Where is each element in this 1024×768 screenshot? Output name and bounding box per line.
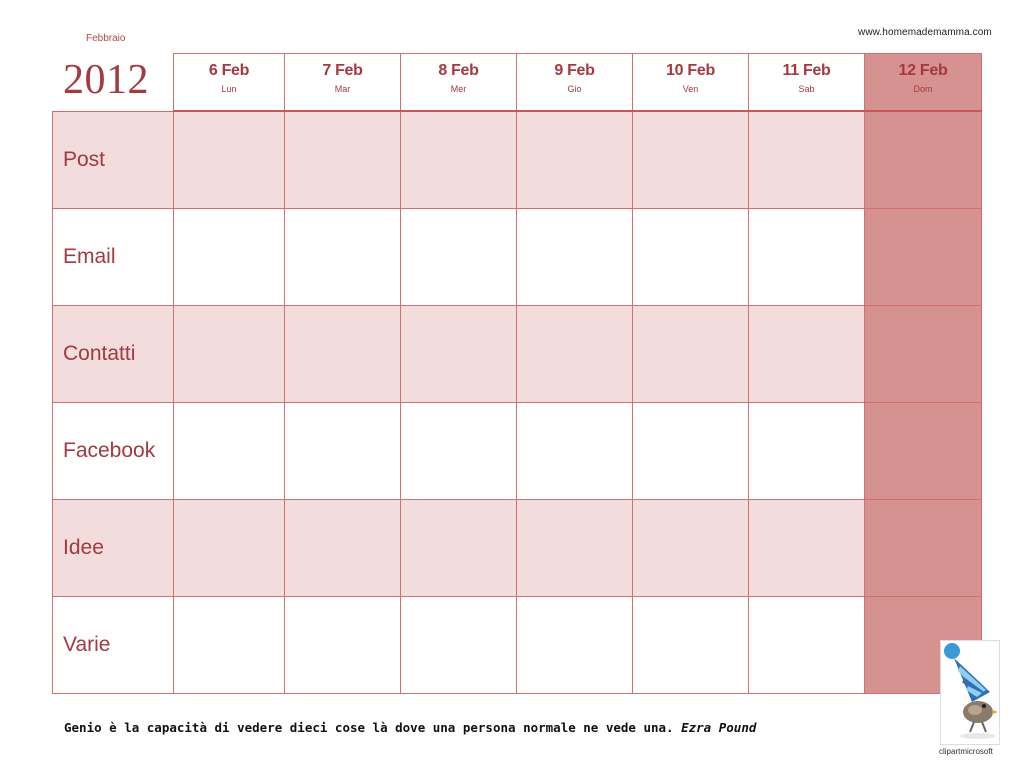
planner-row-email	[53, 209, 982, 306]
planner-row-idee	[53, 500, 982, 597]
month-label: Febbraio	[86, 33, 126, 44]
day-date: 6 Feb	[208, 62, 250, 79]
day-header-wed	[401, 54, 517, 112]
planner-cell[interactable]	[517, 209, 633, 306]
planner-cell[interactable]	[517, 597, 633, 694]
corner-cell	[53, 54, 174, 112]
day-name: Lun	[221, 84, 237, 94]
planner-cell[interactable]	[749, 306, 865, 403]
planner-cell[interactable]	[285, 306, 401, 403]
planner-cell[interactable]	[174, 500, 285, 597]
planner-cell-sunday[interactable]	[865, 500, 982, 597]
planner-cell[interactable]	[749, 403, 865, 500]
planner-cell[interactable]	[633, 306, 749, 403]
planner-cell[interactable]	[517, 403, 633, 500]
planner-cell[interactable]	[285, 500, 401, 597]
planner-cell[interactable]	[285, 111, 401, 209]
planner-row-varie	[53, 597, 982, 694]
planner-cell[interactable]	[633, 111, 749, 209]
day-header-sat	[749, 54, 865, 112]
planner-cell[interactable]	[285, 209, 401, 306]
day-name: Dom	[913, 84, 933, 94]
website-url: www.homemademamma.com	[858, 27, 992, 38]
quote-text: Genio è la capacità di vedere dieci cose là dove una persona normale ne vede una.	[64, 720, 674, 735]
planner-row-facebook	[53, 403, 982, 500]
planner-cell[interactable]	[749, 500, 865, 597]
row-label-post: Post	[53, 111, 174, 209]
planner-cell[interactable]	[174, 111, 285, 209]
day-date: 8 Feb	[438, 62, 479, 79]
planner-row-post	[53, 111, 982, 209]
planner-cell[interactable]	[401, 500, 517, 597]
day-date: 9 Feb	[554, 62, 595, 79]
day-header-sun	[865, 54, 982, 112]
planner-cell[interactable]	[401, 111, 517, 209]
year-label: 2012	[63, 57, 149, 103]
day-date: 11 Feb	[782, 62, 831, 79]
weekly-planner-grid	[52, 53, 982, 694]
planner-cell[interactable]	[401, 403, 517, 500]
planner-cell[interactable]	[633, 403, 749, 500]
planner-cell[interactable]	[401, 597, 517, 694]
planner-cell[interactable]	[517, 111, 633, 209]
planner-cell[interactable]	[174, 306, 285, 403]
planner-cell-sunday[interactable]	[865, 111, 982, 209]
planner-row-contatti	[53, 306, 982, 403]
planner-cell-sunday[interactable]	[865, 306, 982, 403]
planner-cell[interactable]	[401, 306, 517, 403]
planner-cell[interactable]	[749, 111, 865, 209]
planner-cell[interactable]	[633, 500, 749, 597]
day-name: Sab	[798, 84, 815, 94]
row-label-varie: Varie	[53, 597, 174, 694]
planner-cell-sunday[interactable]	[865, 209, 982, 306]
day-name: Mer	[450, 84, 467, 94]
day-date: 7 Feb	[322, 62, 363, 79]
day-header-thu	[517, 54, 633, 112]
day-date: 10 Feb	[666, 62, 715, 79]
planner-cell[interactable]	[401, 209, 517, 306]
day-name: Gio	[567, 84, 582, 94]
planner-cell[interactable]	[517, 500, 633, 597]
planner-cell[interactable]	[749, 209, 865, 306]
planner-cell-sunday[interactable]	[865, 403, 982, 500]
row-label-facebook: Facebook	[53, 403, 174, 500]
planner-cell[interactable]	[633, 209, 749, 306]
day-header-row	[53, 54, 982, 112]
party-hat-bird-icon	[940, 640, 1000, 745]
planner-cell[interactable]	[285, 597, 401, 694]
planner-cell[interactable]	[174, 209, 285, 306]
row-label-idee: Idee	[53, 500, 174, 597]
day-header-tue	[285, 54, 401, 112]
row-label-email: Email	[53, 209, 174, 306]
day-name: Ven	[682, 84, 699, 94]
row-label-contatti: Contatti	[53, 306, 174, 403]
day-name: Mar	[334, 84, 351, 94]
day-header-fri	[633, 54, 749, 112]
planner-cell[interactable]	[517, 306, 633, 403]
planner-cell[interactable]	[633, 597, 749, 694]
planner-cell[interactable]	[285, 403, 401, 500]
planner-cell[interactable]	[174, 597, 285, 694]
clipart-credit: clipartmicrosoft	[939, 747, 993, 756]
planner-cell[interactable]	[749, 597, 865, 694]
day-header-mon	[174, 54, 285, 112]
day-date: 12 Feb	[898, 62, 948, 79]
footer-quote	[64, 720, 756, 735]
quote-author: Ezra Pound	[681, 720, 757, 735]
planner-cell[interactable]	[174, 403, 285, 500]
